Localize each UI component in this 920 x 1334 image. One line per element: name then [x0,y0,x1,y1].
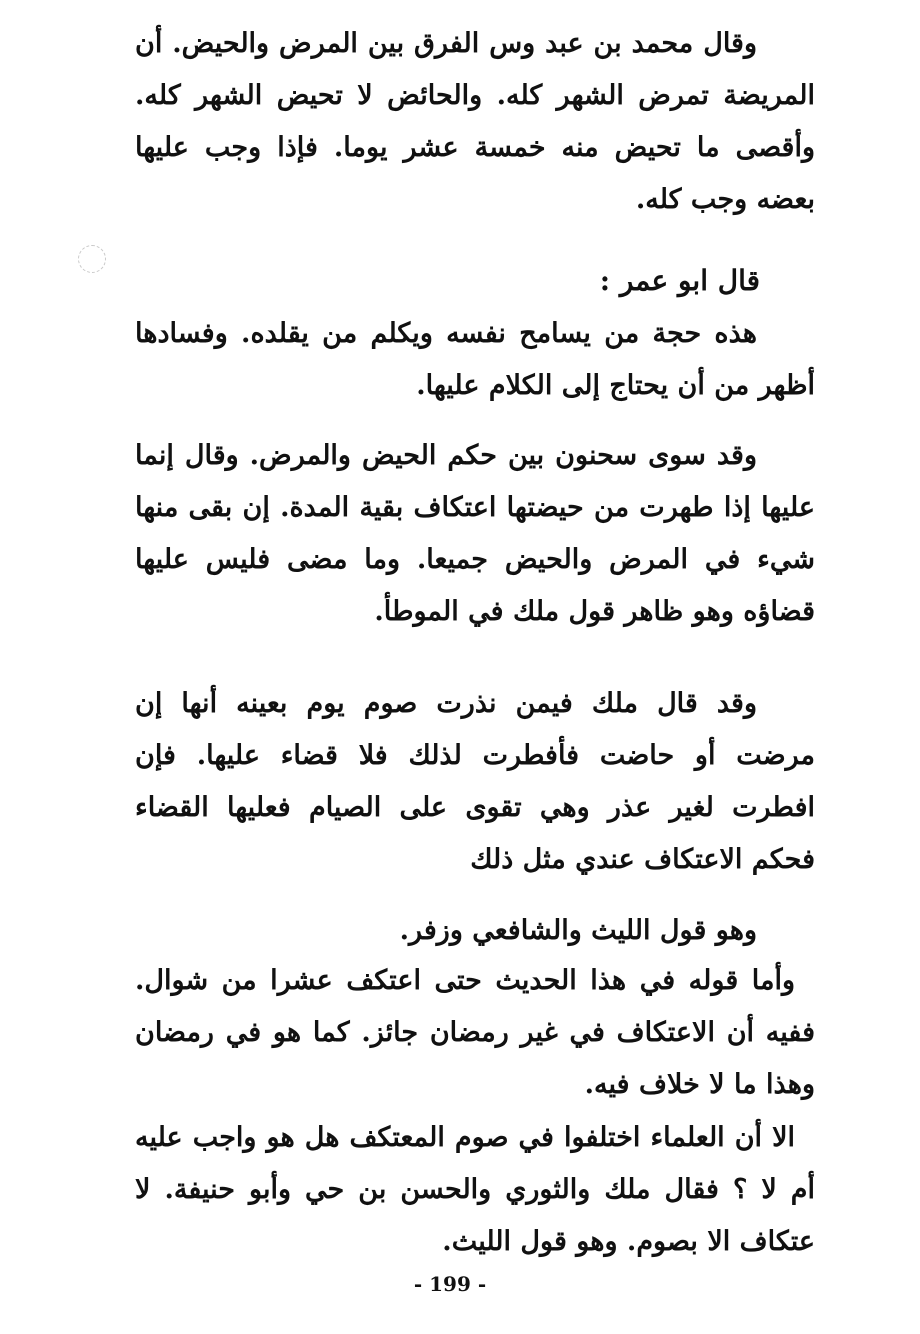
paragraph-1: وقال محمد بن عبد وس الفرق بين المرض والحيض. أن المريضة تمرض الشهر كله. والحائض لا تحيض الشهر كله. وأقصى ما تحيض منه خمسة عشر يوما. فإذا وجب عليها بعضه وجب كله. [135,28,815,215]
paragraph-3: وقد سوى سحنون بين حكم الحيض والمرض. وقال إنما عليها إذا طهرت من حيضتها اعتكاف بقية المدة. إن بقى منها شيء في المرض والحيض جميعا. وما مضى فليس عليها قضاؤه وهو ظاهر قول ملك في الموطأ. [135,440,815,627]
page-number: - 199 - [413,1272,487,1296]
paragraph-6: الا أن العلماء اختلفوا في صوم المعتكف هل هو واجب عليه أم لا ؟ فقال ملك والثوري والحسن بن حي وأبو حنيفة. لا عتكاف الا بصوم. وهو قول الليث. [135,1122,815,1257]
paragraph-5a: وهو قول الليث والشافعي وزفر. [399,915,757,946]
section-heading: قال ابو عمر : [599,264,760,297]
paragraph-5b: وأما قوله في هذا الحديث حتى اعتكف عشرا من شوال. ففيه أن الاعتكاف في غير رمضان جائز. كما هو في رمضان وهذا ما لا خلاف فيه. [135,965,815,1100]
margin-smudge [78,245,106,273]
paragraph-2: هذه حجة من يسامح نفسه ويكلم من يقلده. وفسادها أظهر من أن يحتاج إلى الكلام عليها. [135,318,815,401]
paragraph-4: وقد قال ملك فيمن نذرت صوم يوم بعينه أنها إن مرضت أو حاضت فأفطرت لذلك فلا قضاء عليها. فإن افطرت لغير عذر وهي تقوى على الصيام فعليها القضاء فحكم الاعتكاف عندي مثل ذلك [135,688,815,875]
